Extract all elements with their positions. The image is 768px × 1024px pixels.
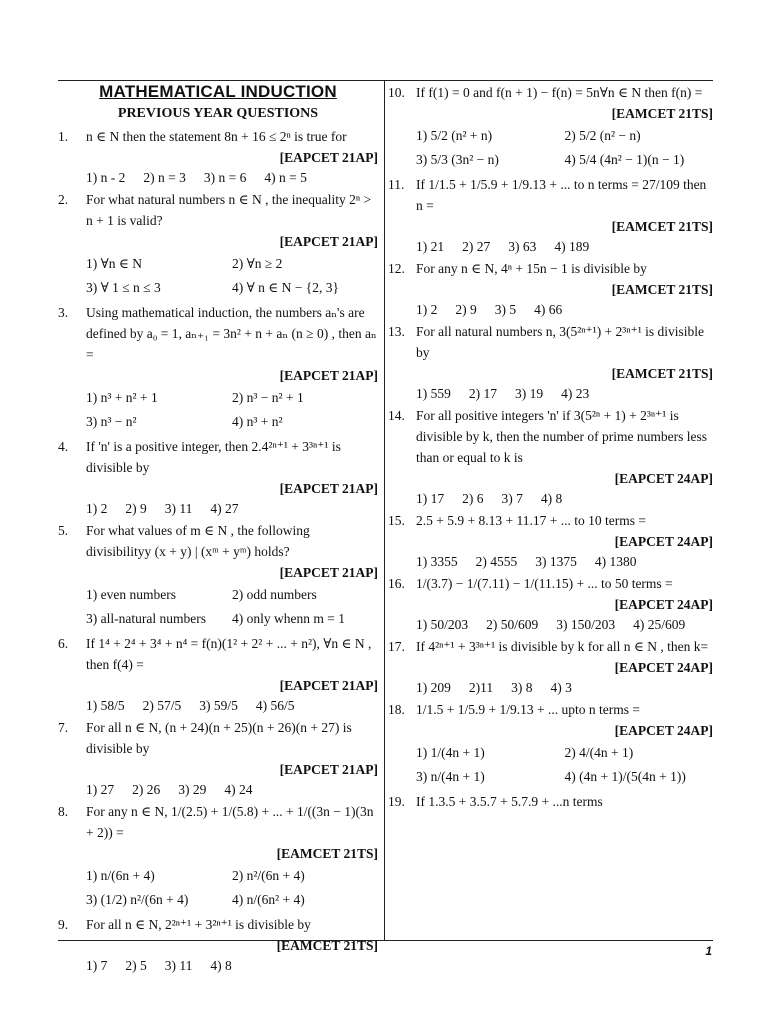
option: 2) n³ − n² + 1	[232, 390, 304, 405]
option: 2) 9	[125, 501, 147, 516]
option: 4) 3	[550, 680, 572, 695]
option: 3) 59/5	[199, 698, 238, 713]
option: 4) 1380	[594, 554, 637, 569]
option: 4) 8	[210, 958, 232, 973]
option: 4) (4n + 1)/(5(4n + 1))	[564, 769, 686, 784]
question-15	[388, 510, 713, 571]
option: 2) n = 3	[143, 170, 186, 185]
question-number: 6.	[58, 636, 69, 651]
question-11	[388, 174, 713, 256]
option: 4) only whenn m = 1	[232, 611, 345, 626]
option: 3) (1/2) n²/(6n + 4)	[86, 892, 189, 907]
option: 2) 5	[125, 958, 147, 973]
option: 3) n³ − n²	[86, 414, 137, 429]
option: 3) all-natural numbers	[86, 611, 206, 626]
question-12	[388, 258, 713, 319]
question-text: Using mathematical induction, the numbers aₙ's are defined by a₀ = 1, aₙ₊₁ = 3n² + n + aₙ (n ≥ 0) , then aₙ =	[86, 305, 377, 362]
question-text: For any n ∈ N, 4ⁿ + 15n − 1 is divisible by	[416, 261, 647, 276]
option: 1) n/(6n + 4)	[86, 868, 155, 883]
option: 2) 6	[462, 491, 484, 506]
question-number: 18.	[388, 702, 405, 717]
question-number: 8.	[58, 804, 69, 819]
question-number: 7.	[58, 720, 69, 735]
option: 2) 4/(4n + 1)	[564, 745, 634, 760]
option: 1) 58/5	[86, 698, 125, 713]
option: 4) n³ + n²	[232, 414, 283, 429]
option: 1) 209	[416, 680, 451, 695]
exam-tag: [EAMCET 21TS]	[611, 106, 713, 121]
option: 2) 57/5	[142, 698, 182, 713]
exam-tag: [EAPCET 21AP]	[279, 234, 378, 249]
option: 2)11	[468, 680, 494, 695]
option: 3) 5/3 (3n² − n)	[416, 152, 499, 167]
top-rule	[58, 80, 713, 81]
option: 4) 23	[561, 386, 590, 401]
question-number: 11.	[388, 177, 405, 192]
page-subtitle: PREVIOUS YEAR QUESTIONS	[117, 106, 319, 121]
option: 1) n³ + n² + 1	[86, 390, 158, 405]
question-3	[58, 302, 378, 434]
option: 3) n = 6	[203, 170, 247, 185]
question-number: 15.	[388, 513, 405, 528]
exam-tag: [EAMCET 21TS]	[611, 366, 713, 381]
option: 4) ∀ n ∈ N − {2, 3}	[232, 280, 339, 295]
option: 1) 2	[86, 501, 108, 516]
exam-tag: [EAMCET 21TS]	[611, 282, 713, 297]
question-19	[388, 791, 713, 812]
option: 4) 8	[540, 491, 563, 506]
option: 3) 150/203	[556, 617, 616, 632]
option: 1) 2	[416, 302, 438, 317]
option: 2) odd numbers	[232, 587, 317, 602]
question-10	[388, 82, 713, 172]
exam-tag: [EAMCET 21TS]	[276, 846, 378, 861]
question-text: For all n ∈ N, 2²ⁿ⁺¹ + 3²ⁿ⁺¹ is divisible by	[86, 917, 311, 932]
option: 3) 19	[515, 386, 544, 401]
question-number: 9.	[58, 917, 69, 932]
question-5	[58, 520, 378, 631]
option: 4) 24	[224, 782, 253, 797]
option: 4) 25/609	[633, 617, 686, 632]
question-8	[58, 801, 378, 912]
question-4	[58, 436, 378, 518]
question-number: 10.	[388, 85, 405, 100]
question-text: If 1.3.5 + 3.5.7 + 5.7.9 + ...n terms	[416, 794, 603, 809]
question-text: For any n ∈ N, 1/(2.5) + 1/(5.8) + ... + 1/((3n − 1)(3n + 2)) =	[86, 804, 374, 840]
option: 3) 8	[511, 680, 533, 695]
option: 2) n²/(6n + 4)	[232, 868, 305, 883]
question-13	[388, 321, 713, 403]
option: 1) 17	[416, 491, 445, 506]
option: 1) 1/(4n + 1)	[416, 745, 485, 760]
right-column	[388, 82, 713, 814]
option: 4) 27	[210, 501, 239, 516]
question-number: 3.	[58, 305, 69, 320]
exam-tag: [EAPCET 21AP]	[279, 368, 378, 383]
question-7	[58, 717, 378, 799]
question-text: 1/(3.7) − 1/(7.11) − 1/(11.15) + ... to 50 terms =	[416, 576, 673, 591]
option: 2) 27	[462, 239, 491, 254]
exam-tag: [EAPCET 21AP]	[279, 762, 378, 777]
page-title: MATHEMATICAL INDUCTION	[99, 82, 337, 101]
page-number: 1	[705, 944, 712, 958]
question-text: If 4²ⁿ⁺¹ + 3³ⁿ⁺¹ is divisible by k for all n ∈ N , then k=	[416, 639, 709, 654]
question-16	[388, 573, 713, 634]
exam-tag: [EAPCET 21AP]	[279, 481, 378, 496]
question-18	[388, 699, 713, 789]
question-number: 1.	[58, 129, 69, 144]
question-text: For all natural numbers n, 3(5²ⁿ⁺¹) + 2³ⁿ⁺¹ is divisible by	[416, 324, 705, 360]
question-number: 5.	[58, 523, 69, 538]
option: 4) 5/4 (4n² − 1)(n − 1)	[564, 152, 685, 167]
option: 4) n = 5	[264, 170, 307, 185]
option: 4) 56/5	[255, 698, 295, 713]
question-2	[58, 189, 378, 300]
option: 1) 559	[416, 386, 451, 401]
option: 1) even numbers	[86, 587, 176, 602]
option: 3) 11	[164, 501, 193, 516]
question-number: 4.	[58, 439, 69, 454]
question-1	[58, 126, 378, 187]
option: 1) 3355	[416, 554, 458, 569]
question-14	[388, 405, 713, 508]
option: 3) 11	[164, 958, 193, 973]
question-text: If 1/1.5 + 1/5.9 + 1/9.13 + ... to n terms = 27/109 then n =	[416, 177, 707, 213]
option: 3) ∀ 1 ≤ n ≤ 3	[86, 280, 161, 295]
exam-tag: [EAPCET 24AP]	[614, 660, 713, 675]
option: 3) n/(4n + 1)	[416, 769, 485, 784]
column-divider	[384, 80, 385, 940]
option: 3) 1375	[535, 554, 577, 569]
question-text: n ∈ N then the statement 8n + 16 ≤ 2ⁿ is true for	[86, 129, 347, 144]
option: 1) ∀n ∈ N	[86, 256, 143, 271]
question-text: 1/1.5 + 1/5.9 + 1/9.13 + ... upto n terms =	[416, 702, 640, 717]
question-number: 12.	[388, 261, 405, 276]
option: 1) 21	[416, 239, 445, 254]
option: 2) 50/609	[486, 617, 539, 632]
option: 2) 4555	[475, 554, 518, 569]
option: 3) 63	[508, 239, 537, 254]
option: 2) 26	[132, 782, 161, 797]
option: 1) n - 2	[86, 170, 126, 185]
option: 3) 5	[494, 302, 517, 317]
question-6	[58, 633, 378, 715]
option: 2) 9	[455, 302, 477, 317]
question-9	[58, 914, 378, 975]
exam-tag: [EAPCET 21AP]	[279, 150, 378, 165]
exam-tag: [EAPCET 24AP]	[614, 597, 713, 612]
question-number: 19.	[388, 794, 405, 809]
question-text: If 1⁴ + 2⁴ + 3⁴ + n⁴ = f(n)(1² + 2² + ... + n²), ∀n ∈ N , then f(4) =	[86, 636, 372, 672]
question-text: 2.5 + 5.9 + 8.13 + 11.17 + ... to 10 terms =	[416, 513, 646, 528]
option: 1) 5/2 (n² + n)	[416, 128, 493, 143]
exam-tag: [EAMCET 21TS]	[611, 219, 713, 234]
option: 1) 7	[86, 958, 108, 973]
question-number: 14.	[388, 408, 405, 423]
option: 2) ∀n ≥ 2	[232, 256, 283, 271]
exam-tag: [EAMCET 21TS]	[276, 938, 378, 953]
question-number: 13.	[388, 324, 405, 339]
question-number: 2.	[58, 192, 69, 207]
option: 1) 50/203	[416, 617, 469, 632]
left-column	[58, 82, 378, 977]
option: 3) 29	[178, 782, 207, 797]
exam-tag: [EAPCET 24AP]	[614, 534, 713, 549]
question-number: 16.	[388, 576, 405, 591]
option: 1) 27	[86, 782, 115, 797]
question-text: If 'n' is a positive integer, then 2.4²ⁿ⁺¹ + 3³ⁿ⁺¹ is divisible by	[86, 439, 341, 475]
question-number: 17.	[388, 639, 405, 654]
option: 4) n/(6n² + 4)	[232, 892, 305, 907]
question-17	[388, 636, 713, 697]
question-text: If f(1) = 0 and f(n + 1) − f(n) = 5n∀n ∈ N then f(n) =	[416, 85, 703, 100]
option: 2) 5/2 (n² − n)	[564, 128, 641, 143]
option: 3) 7	[501, 491, 523, 506]
question-text: For all n ∈ N, (n + 24)(n + 25)(n + 26)(n + 27) is divisible by	[86, 720, 352, 756]
option: 4) 189	[554, 239, 590, 254]
exam-tag: [EAPCET 21AP]	[279, 565, 378, 580]
exam-tag: [EAPCET 24AP]	[614, 723, 713, 738]
exam-tag: [EAPCET 24AP]	[614, 471, 713, 486]
exam-tag: [EAPCET 21AP]	[279, 678, 378, 693]
option: 4) 66	[534, 302, 563, 317]
question-text: For all positive integers 'n' if 3(5²ⁿ + 1) + 2³ⁿ⁺¹ is divisible by k, then the number of prime numbers less than or equal to k is	[416, 408, 707, 465]
question-text: For what values of m ∈ N , the following divisibilityy (x + y) | (xᵐ + yᵐ) holds?	[86, 523, 310, 559]
question-text: For what natural numbers n ∈ N , the inequality 2ⁿ > n + 1 is valid?	[86, 192, 372, 228]
option: 2) 17	[468, 386, 497, 401]
